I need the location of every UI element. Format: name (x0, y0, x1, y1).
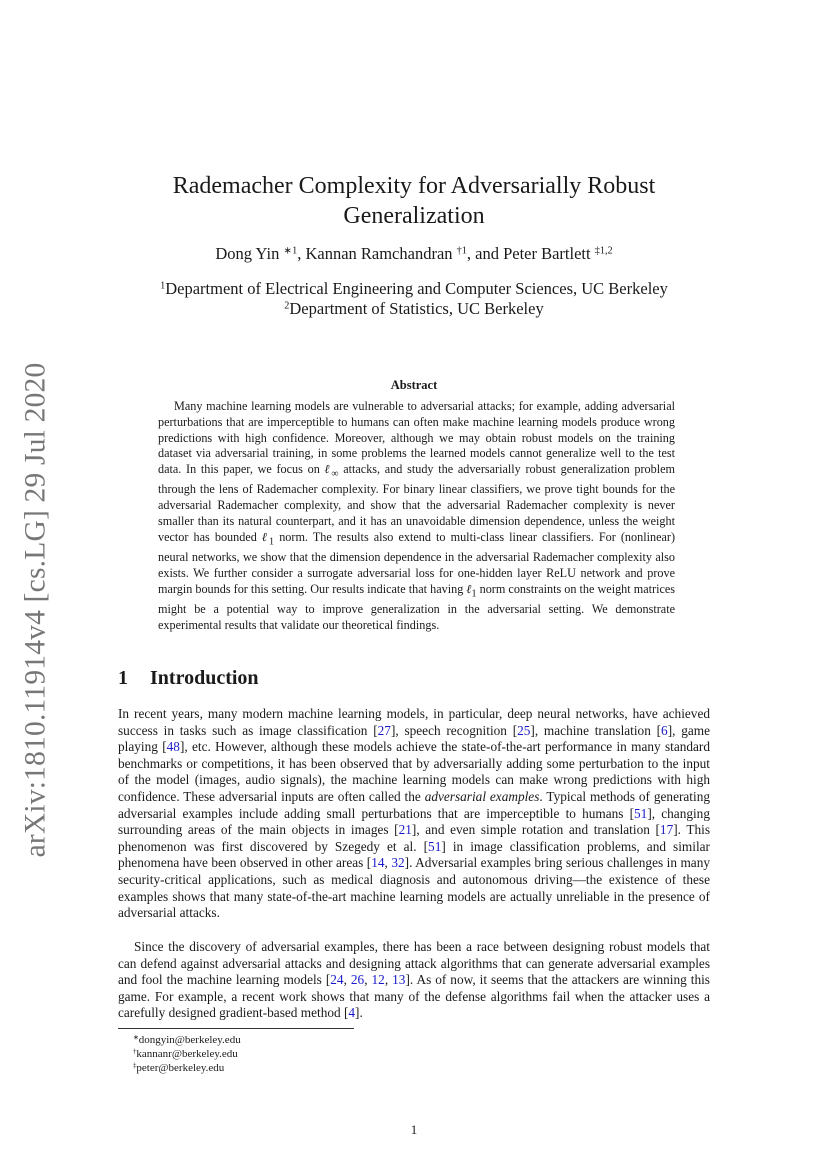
section-number: 1 (118, 667, 128, 689)
ell-symbol: ℓ (324, 462, 332, 477)
emphasized-term: adversarial examples (424, 788, 540, 804)
paper-title-line1: Rademacher Complexity for Adversarially Robust (172, 173, 656, 199)
citation-link[interactable]: 26 (350, 972, 365, 988)
ell-subscript: 1 (471, 588, 477, 600)
body-text: , (384, 972, 393, 988)
arxiv-identifier-stamp: arXiv:1810.11914v4 [cs.LG] 29 Jul 2020 (19, 362, 52, 858)
citation-link[interactable]: 24 (330, 972, 344, 988)
body-text: ], speech recognition [ (390, 722, 518, 738)
body-text: ], etc. However, although these models achieve the state-of-the-art performance in many standard benchmarks or competitions, it has been observed that by adversarially adding some perturbation to the input of the model (images, audio signals), the machine learning models can make wrong predictions with high confidence. These adversarial inputs are often called the (118, 739, 711, 804)
footnote-item (133, 1047, 241, 1061)
affiliation-mark: 1 (160, 280, 166, 292)
abstract-text: Many machine learning models are vulnerable to adversarial attacks; for example, adding adversarial perturbations that are imperceptible to humans can often make machine learning models produce wrong predictions with high confidence. Moreover, although we may obtain robust models on the training dataset via adversarial training, in some problems the learned models cannot generalize well to the test data. In this paper, we focus on (158, 399, 675, 477)
body-text: ], and even simple rotation and translation [ (411, 822, 660, 838)
section-title: Introduction (150, 667, 259, 689)
footnote-divider (118, 1028, 354, 1029)
citation-link[interactable]: 27 (377, 722, 391, 738)
body-text: ], machine translation [ (530, 722, 662, 738)
ell-subscript: ∞ (331, 468, 339, 480)
ell-symbol: ℓ (261, 529, 270, 544)
section-heading-introduction (118, 667, 259, 690)
footnote-mark: ∗ (133, 1034, 139, 1042)
abstract-text: norm. The results also extend to multi-class linear classifiers. For (nonlinear) neural networks, we show that the dimension dependence in the adversarial Rademacher complexity also exists. We further consider a surrogate adversarial loss for one-hidden layer ReLU network and prove margin bounds for this setting. Our results indicate that having (158, 529, 676, 596)
footnote-email: dongyin@berkeley.edu (138, 1034, 241, 1046)
intro-paragraph (118, 939, 710, 1022)
citation-link[interactable]: 25 (517, 722, 531, 738)
footnote-mark: ‡ (133, 1062, 137, 1070)
citation-link[interactable]: 21 (398, 822, 412, 838)
body-text: ]. (355, 1005, 363, 1021)
author-kannan-marks: †1 (456, 245, 467, 257)
intro-paragraph (118, 706, 710, 922)
footnote-item (133, 1061, 241, 1075)
body-text: , (364, 972, 372, 988)
author-separator: , and Peter Bartlett (466, 244, 595, 263)
citation-link[interactable]: 48 (166, 739, 180, 755)
citation-link[interactable]: 12 (371, 972, 385, 988)
body-text: ]. This phenomenon was first discovered by Szegedy et al. [ (118, 822, 710, 854)
abstract-heading: Abstract (390, 378, 438, 392)
citation-link[interactable]: 13 (392, 972, 406, 988)
body-text: ]. As of now, it seems that the attackers are winning this game. For example, a recent work shows that many of the defense algorithms fail when the attacker uses a carefully designed gradient-based method [ (118, 972, 710, 1021)
body-text: ], changing surrounding areas of the main objects in images [ (118, 805, 710, 838)
author-dong-yin: Dong Yin (215, 244, 284, 263)
affiliation-mark: 2 (284, 300, 290, 312)
citation-link[interactable]: 32 (391, 855, 405, 871)
citation-link[interactable]: 14 (371, 855, 385, 871)
citation-link[interactable]: 51 (634, 805, 648, 821)
author-dong-yin-marks: ∗1 (283, 245, 298, 257)
body-text: , (384, 855, 392, 871)
author-list (118, 244, 710, 264)
body-text: , (343, 972, 351, 988)
affiliation-statistics (118, 299, 710, 319)
affiliation-eecs (118, 279, 710, 299)
abstract-body (158, 399, 675, 633)
citation-link[interactable]: 6 (661, 722, 668, 738)
body-text: ], game playing [ (118, 722, 711, 755)
footnote-email: peter@berkeley.edu (136, 1062, 225, 1074)
footnote-mark: † (133, 1048, 137, 1056)
body-text: ]. Adversarial examples bring serious challenges in many security-critical applications, such as medical diagnosis and autonomous driving—the existence of these examples shows that many state-of-the-art machine learning models are actually unreliable in the presence of adversarial attacks. (118, 855, 710, 921)
author-separator: , Kannan Ramchandran (297, 244, 457, 263)
abstract-text: norm constraints on the weight matrices might be a potential way to improve generalization in the adversarial setting. We demonstrate experimental results that validate our theoretical findings. (158, 581, 676, 632)
footnote-item (133, 1033, 241, 1047)
citation-link[interactable]: 4 (348, 1005, 356, 1021)
paper-title (118, 171, 710, 231)
citation-link[interactable]: 17 (659, 822, 674, 838)
citation-link[interactable]: 51 (428, 838, 442, 854)
abstract-text: attacks, and study the adversarially robust generalization problem through the lens of Rademacher complexity. For binary linear classifiers, we prove tight bounds for the adversarial Rademacher complexity, and show that the adversarial Rademacher complexity is never smaller than its natural counterpart, and it has an unavoidable dimension dependence, unless the weight vector has bounded (158, 462, 676, 544)
body-text: . Typical methods of generating adversarial examples include adding small perturbations that are imperceptible to humans [ (118, 788, 710, 821)
footnote-email: kannanr@berkeley.edu (136, 1048, 238, 1060)
paper-title-line2: Generalization (343, 203, 485, 229)
page-number: 1 (410, 1122, 418, 1137)
footnotes (133, 1033, 241, 1075)
ell-symbol: ℓ (466, 581, 472, 596)
affiliation-text: Department of Statistics, UC Berkeley (289, 299, 544, 318)
body-text: In recent years, many modern machine learning models, in particular, deep neural networks, have achieved success in tasks such as image classification [ (118, 706, 710, 738)
affiliation-text: Department of Electrical Engineering and Computer Sciences, UC Berkeley (165, 279, 668, 298)
author-peter-marks: ‡1,2 (594, 245, 613, 257)
body-text: Since the discovery of adversarial examples, there has been a race between designing robust models that can defend against adversarial attacks and designing attack algorithms that can generate adversarial examples and fool the machine learning models [ (118, 939, 710, 988)
ell-subscript: 1 (269, 536, 275, 548)
body-text: ] in image classification problems, and similar phenomena have been observed in other areas [ (118, 838, 710, 871)
